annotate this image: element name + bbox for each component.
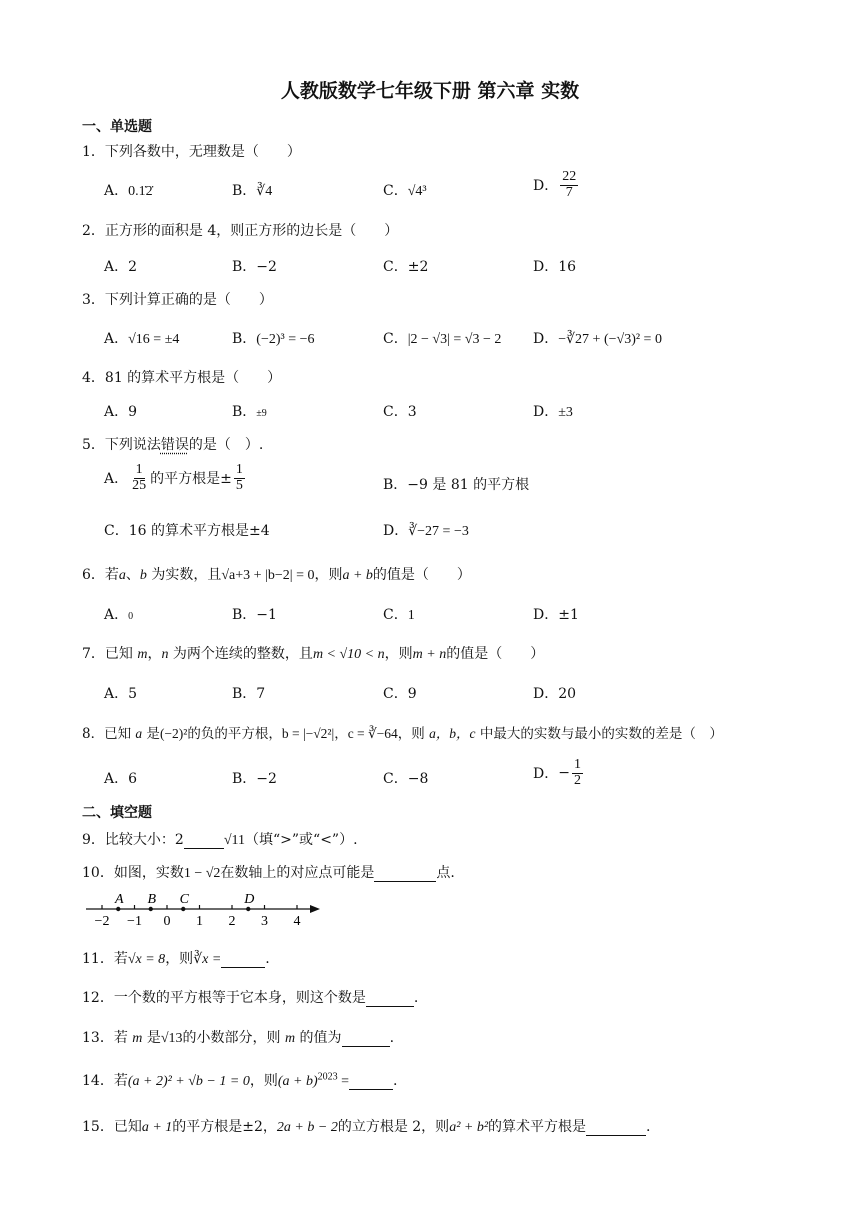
question-2-stem: 2．正方形的面积是 4，则正方形的边长是（ ）	[82, 223, 399, 239]
number-line-tick-label: 0	[163, 914, 171, 929]
number-line-tick-label: −1	[127, 914, 142, 929]
number-line-point	[116, 907, 120, 911]
question-3-stem: 3．下列计算正确的是（ ）	[82, 292, 273, 308]
number-line-point-label: D	[244, 892, 255, 907]
number-line-tick-label: 2	[228, 914, 236, 929]
q6-option-d: D．±1	[533, 607, 579, 623]
q8-option-c: C．−8	[383, 771, 429, 787]
q15-blank[interactable]	[586, 1121, 646, 1136]
q3-option-b: B．(−2)³ = −6	[232, 331, 315, 347]
q14-blank[interactable]	[349, 1075, 393, 1090]
q4-option-b: B．±9	[232, 404, 267, 420]
q1-option-a: A．0.1̇2̇	[104, 183, 153, 199]
q7-option-d: D．20	[533, 686, 577, 702]
q8-option-a: A．6	[104, 771, 138, 787]
number-line-point-label: A	[114, 892, 124, 907]
q6-option-a: A．0	[104, 607, 134, 623]
section-fill-blank: 二、填空题	[82, 805, 152, 821]
q8-option-b: B．−2	[232, 771, 277, 787]
q5-option-a: A． $\frac{1}{25}$ 的平方根是± $\frac{1}{5}$	[104, 462, 243, 493]
q5-option-d: D．∛−27 = −3	[383, 523, 469, 539]
number-line-arrow-icon	[310, 905, 320, 913]
number-line-tick-label: 1	[196, 914, 203, 929]
q7-option-a: A．5	[104, 686, 138, 702]
question-8-stem: 8．已知 a 是(−2)²的负的平方根，b = |−√2²|，c = ∛−64，则 a，b，c 中最大的实数与最小的实数的差是（ ）	[82, 726, 723, 742]
number-line-point-label: B	[147, 892, 157, 907]
question-5-stem: 5．下列说法错误的是（ ）.	[82, 437, 264, 453]
q4-option-d: D．±3	[533, 404, 573, 420]
q3-option-c: C．|2 − √3| = √3 − 2	[383, 331, 502, 347]
q11-blank[interactable]	[221, 953, 265, 968]
number-line-figure	[84, 890, 324, 930]
q2-option-d: D．16	[533, 259, 577, 275]
q2-option-a: A．2	[104, 259, 138, 275]
q2-option-c: C．±2	[383, 259, 429, 275]
q5-option-b: B．−9 是 81 的平方根	[383, 477, 530, 493]
page-title: 人教版数学七年级下册 第六章 实数	[280, 80, 580, 102]
q7-option-c: C．9	[383, 686, 417, 702]
question-10-stem: 10．如图，实数1 − √2在数轴上的对应点可能是 点.	[82, 865, 455, 881]
q4-option-a: A．9	[104, 404, 138, 420]
question-1-stem: 1．下列各数中，无理数是（ ）	[82, 144, 301, 160]
number-line-point	[149, 907, 153, 911]
q8-option-d: D．− $\frac{1}{2}$	[533, 757, 581, 788]
number-line-tick-label: 4	[293, 914, 301, 929]
number-line-tick-label: −2	[94, 914, 110, 929]
q1-option-c: C．√4³	[383, 183, 427, 199]
question-12-stem: 12．一个数的平方根等于它本身，则这个数是 .	[82, 990, 419, 1006]
question-13-stem: 13．若 m 是√13的小数部分，则 m 的值为 .	[82, 1030, 395, 1046]
number-line-tick-label: 3	[261, 914, 268, 929]
number-line-point	[181, 907, 185, 911]
question-9-stem: 9．比较大小：2 √11（填“>”或“<”）.	[82, 832, 358, 848]
question-14-stem: 14．若(a + 2)² + √b − 1 = 0，则$(a + b)^{2023}$ = .	[82, 1071, 398, 1089]
q3-option-d: D．−∛27 + (−√3)² = 0	[533, 331, 662, 347]
q13-blank[interactable]	[342, 1032, 390, 1047]
q3-option-a: A．√16 = ±4	[104, 331, 180, 347]
q2-option-b: B．−2	[232, 259, 277, 275]
question-7-stem: 7．已知 m，n 为两个连续的整数，且m < √10 < n，则m + n的值是（ ）	[82, 646, 545, 662]
q1-option-d: D． $\frac{22}{7}$	[533, 169, 577, 200]
section-single-choice: 一、单选题	[82, 119, 152, 135]
q4-option-c: C．3	[383, 404, 417, 420]
number-line-point	[246, 907, 250, 911]
q7-option-b: B．7	[232, 686, 266, 702]
q9-blank[interactable]	[184, 834, 224, 849]
q5-option-c: C．16 的算术平方根是±4	[104, 523, 270, 539]
number-line-point-label: C	[179, 892, 189, 907]
q1-option-b: B．∛4	[232, 183, 273, 199]
q12-blank[interactable]	[366, 992, 414, 1007]
question-4-stem: 4．81 的算术平方根是（ ）	[82, 370, 282, 386]
q6-option-c: C．1	[383, 607, 415, 623]
q6-option-b: B．−1	[232, 607, 277, 623]
q10-blank[interactable]	[374, 867, 436, 882]
question-15-stem: 15．已知a + 1的平方根是±2，2a + b − 2的立方根是 2，则a² + b²的算术平方根是 .	[82, 1119, 651, 1135]
question-6-stem: 6．若a、b 为实数，且√a+3 + |b−2| = 0，则a + b的值是（ ）	[82, 567, 471, 583]
question-11-stem: 11．若√x = 8，则∛x = .	[82, 951, 270, 967]
